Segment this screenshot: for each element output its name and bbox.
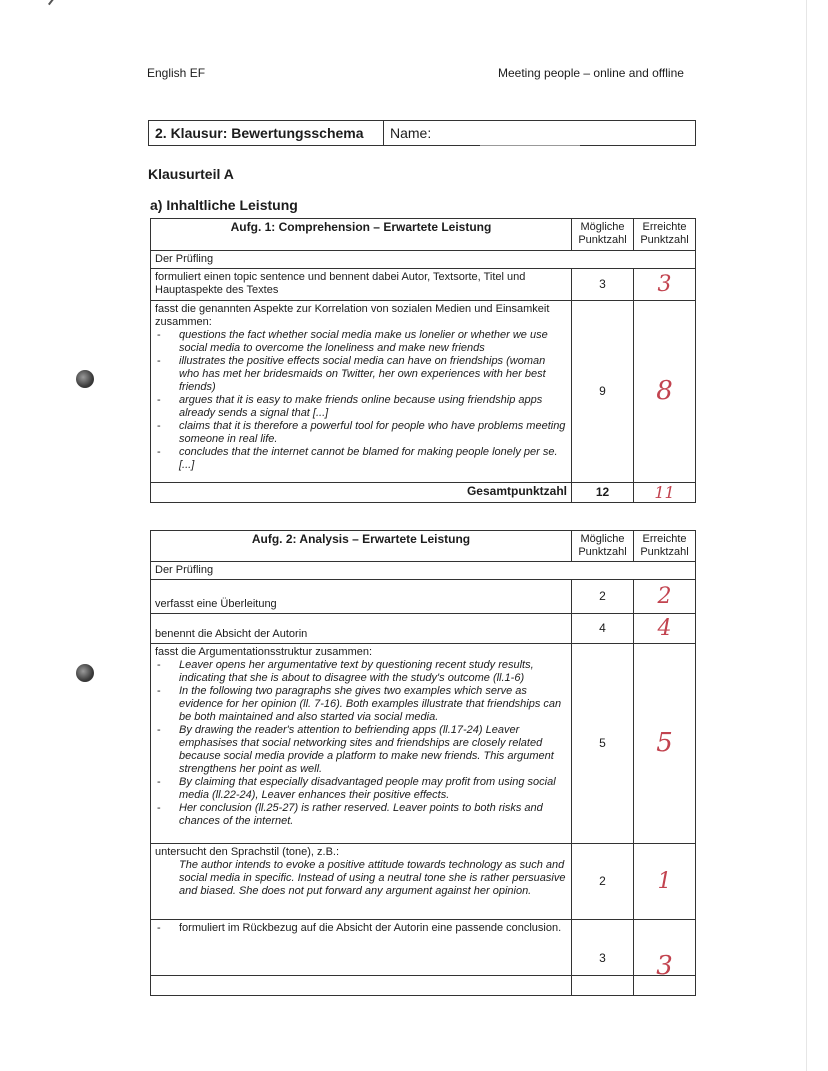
table2-row3-cell: [151, 644, 572, 844]
table2-row1-achieved: 2: [634, 580, 696, 614]
table1-heading: Aufg. 1: Comprehension – Erwartete Leistung: [151, 219, 572, 251]
table2-row4-cell: [151, 844, 572, 920]
subsection-title: a) Inhaltliche Leistung: [150, 197, 298, 213]
table2-row5-possible: 3: [572, 920, 634, 976]
punch-hole-top: [76, 370, 94, 388]
list-item: - illustrates the positive effects social media can have on friendships (woman who has met her bridesmaids on Twitter, her own experiences with her best friends): [155, 355, 567, 394]
table2-row4-text: untersucht den Sprachstil (tone), z.B.:: [155, 846, 340, 858]
header-subject: English EF: [147, 66, 206, 80]
analysis-table: [150, 530, 696, 996]
table1-total-label: Gesamtpunktzahl: [151, 483, 572, 503]
table1-intro: Der Prüfling: [151, 251, 696, 269]
table1-col-possible: Mögliche Punktzahl: [572, 219, 634, 251]
list-item: - By drawing the reader's attention to befriending apps (ll.17-24) Leaver emphasises that social networking sites and friendships are closely related because social media provide a platform to make new friends. This argument strengthens her point as well.: [155, 724, 567, 776]
table1-row2-text: fasst die genannten Aspekte zur Korrelation von sozialen Medien und Einsamkeit zusammen:: [155, 303, 550, 328]
list-item: - By claiming that especially disadvantaged people may profit from using social media (ll.22-24), Leaver enhances their positive effects.: [155, 776, 567, 802]
title-box: [148, 120, 696, 146]
table2-row5-cell: [151, 920, 572, 976]
table2-row5-text: - formuliert im Rückbezug auf die Absicht der Autorin eine passende conclusion.: [155, 922, 567, 935]
table2-row1-text: verfasst eine Überleitung: [151, 580, 572, 614]
name-label: Name:: [390, 125, 432, 141]
list-item: - In the following two paragraphs she gives two examples which serve as evidence for her opinion (ll. 7-16). Both examples illustrate that friendships can be both maintained and also started via social media.: [155, 685, 567, 724]
table1-total-possible: 12: [572, 483, 634, 503]
table2-row5-list: [155, 922, 567, 935]
name-underline: [480, 145, 580, 146]
table1-total-achieved: 11: [634, 483, 696, 503]
table2-row4-detail: The author intends to evoke a positive attitude towards technology as such and social media in specific. Instead of using a neutral tone she is rather persuasive and biased. She does not put forward any argument against her opinion.: [179, 859, 566, 897]
table2-row5-achieved: 3: [634, 920, 696, 976]
table2-row2-text: benennt die Absicht der Autorin: [151, 614, 572, 644]
list-item: - Leaver opens her argumentative text by questioning recent study results, indicating that she is about to disagree with the study's outcome (ll.1-6): [155, 659, 567, 685]
table2-empty-possible: [572, 976, 634, 996]
list-item: - concludes that the internet cannot be blamed for making people lonely per se. [...]: [155, 446, 567, 472]
exam-title: 2. Klausur: Bewertungsschema: [149, 121, 384, 145]
table1-row1-possible: 3: [572, 269, 634, 301]
list-item: - Her conclusion (ll.25-27) is rather reserved. Leaver points to both risks and chances of the internet.: [155, 802, 567, 828]
section-title: Klausurteil A: [148, 166, 234, 182]
list-item: - questions the fact whether social media make us lonelier or whether we use social media to overcome the loneliness and make new friends: [155, 329, 567, 355]
table1-row1-achieved: 3: [634, 269, 696, 301]
header-topic: Meeting people – online and offline: [498, 66, 684, 80]
table1-row2-possible: 9: [572, 301, 634, 483]
scan-mark: [48, 0, 75, 5]
table2-row2-possible: 4: [572, 614, 634, 644]
table1-col-achieved: Erreichte Punktzahl: [634, 219, 696, 251]
table1-row2-cell: [151, 301, 572, 483]
table2-row4-achieved: 1: [634, 844, 696, 920]
table1-row2-bullets: [155, 329, 567, 472]
table2-col-achieved: Erreichte Punktzahl: [634, 531, 696, 562]
page-edge: [806, 0, 807, 1071]
table2-heading: Aufg. 2: Analysis – Erwartete Leistung: [151, 531, 572, 562]
table2-row3-text: fasst die Argumentationsstruktur zusammen:: [155, 646, 373, 658]
table2-intro: Der Prüfling: [151, 562, 696, 580]
table2-row3-possible: 5: [572, 644, 634, 844]
table2-row3-bullets: [155, 659, 567, 828]
punch-hole-bottom: [76, 664, 94, 682]
table2-col-possible: Mögliche Punktzahl: [572, 531, 634, 562]
table1-row1-text: formuliert einen topic sentence und bennent dabei Autor, Textsorte, Titel und Hauptaspekte des Textes: [151, 269, 572, 301]
table2-row2-achieved: 4: [634, 614, 696, 644]
list-item: - argues that it is easy to make friends online because using friendship apps already sends a signal that [...]: [155, 394, 567, 420]
table2-empty-row: [151, 976, 572, 996]
table2-row1-possible: 2: [572, 580, 634, 614]
table1-row2-achieved: 8: [634, 301, 696, 483]
comprehension-table: [150, 218, 696, 503]
table2-row4-possible: 2: [572, 844, 634, 920]
list-item: - claims that it is therefore a powerful tool for people who have problems meeting someone in real life.: [155, 420, 567, 446]
table2-row3-achieved: 5: [634, 644, 696, 844]
